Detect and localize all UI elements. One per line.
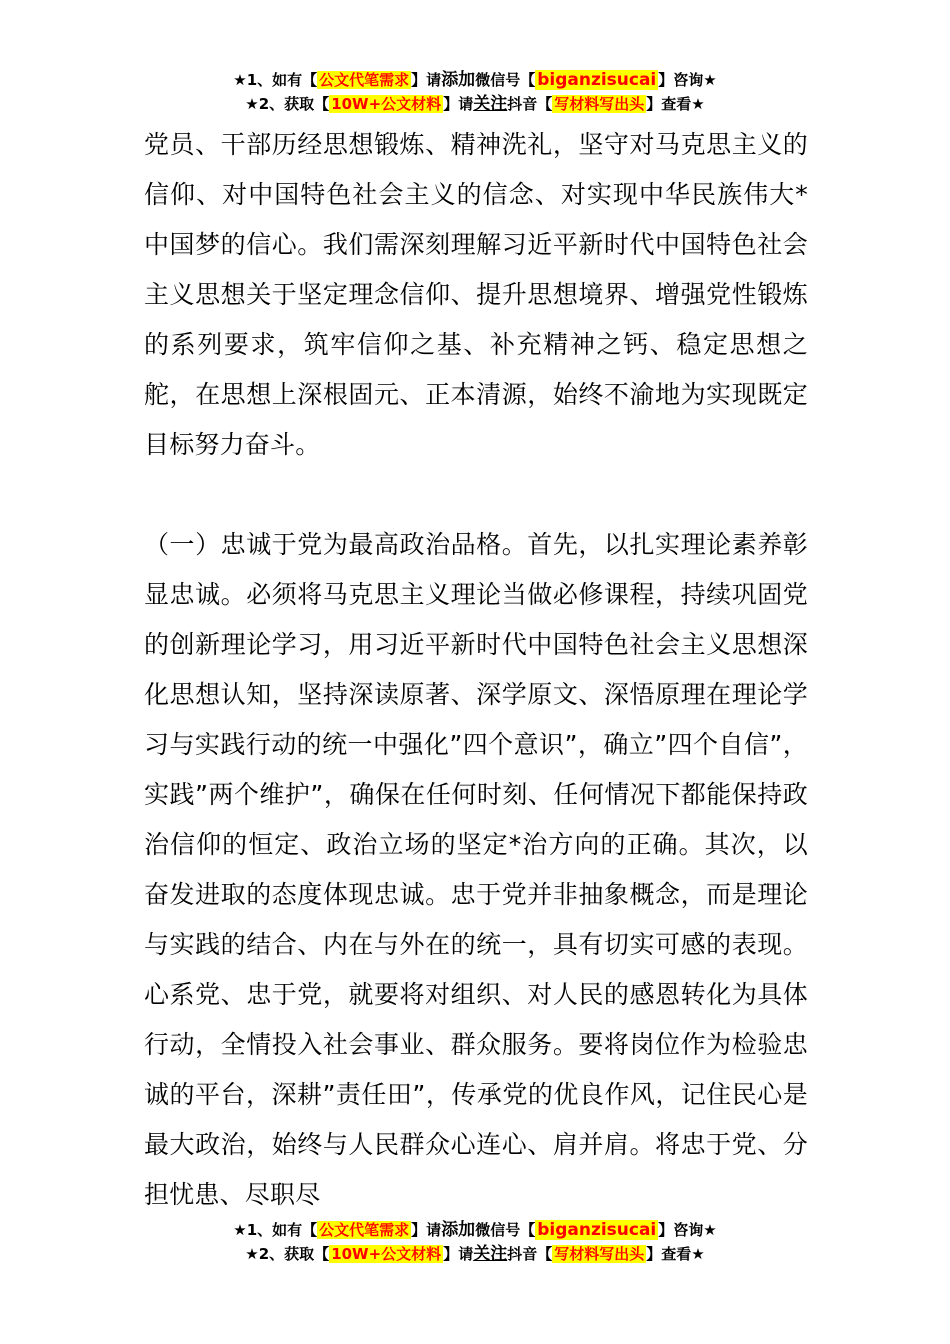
body-paragraph-1: 党员、干部历经思想锻炼、精神洗礼，坚守对马克思主义的信仰、对中国特色社会主义的信念、对实现中华民族伟大*中国梦的信心。我们需深刻理解习近平新时代中国特色社会主义思想关于坚定理念信仰、提升思想境界、增强党性锻炼的系列要求，筑牢信仰之基、补充精神之钙、稳定思想之舵，在思想上深根固元、正本清源，始终不渝地为实现既定目标努力奋斗。 [144, 130, 808, 459]
wechat-id: biganzisucai [537, 70, 657, 90]
banner-line-2: ★2、获取【 10W+公文材料 】请关注抖音【 写材料写出头 】查看★ [245, 94, 705, 114]
highlight-text: 公文代笔需求 [319, 1221, 410, 1239]
banner-line-2: ★2、获取【 10W+公文材料 】请关注抖音【 写材料写出头 】查看★ [245, 1244, 705, 1264]
banner-line-1: ★1、如有【 公文代笔需求 】请添加微信号【 biganzisucai 】咨询★ [233, 70, 717, 90]
header-banner [0, 68, 950, 116]
body-paragraph-2: （一）忠诚于党为最高政治品格。首先，以扎实理论素养彰显忠诚。必须将马克思主义理论当做必修课程，持续巩固党的创新理论学习，用习近平新时代中国特色社会主义思想深化思想认知，坚持深读原著、深学原文、深悟原理在理论学习与实践行动的统一中强化”四个意识”，确立”四个自信”，实践”两个维护”，确保在任何时刻、任何情况下都能保持政治信仰的恒定、政治立场的坚定*治方向的正确。其次，以奋发进取的态度体现忠诚。忠于党并非抽象概念，而是理论与实践的结合、内在与外在的统一，具有切实可感的表现。心系党、忠于党，就要将对组织、对人民的感恩转化为具体行动，全情投入社会事业、群众服务。要将岗位作为检验忠诚的平台，深耕”责任田”，传承党的优良作风，记住民心是最大政治，始终与人民群众心连心、肩并肩。将忠于党、分担忧患、尽职尽 [144, 530, 808, 1209]
highlight-text: 10W+公文材料 [331, 1245, 442, 1263]
footer-banner [0, 1218, 950, 1266]
highlight-text: 10W+公文材料 [331, 95, 442, 113]
banner-line-1: ★1、如有【 公文代笔需求 】请添加微信号【 biganzisucai 】咨询★ [233, 1220, 717, 1240]
douyin-account: 写材料写出头 [554, 95, 645, 113]
douyin-account: 写材料写出头 [554, 1245, 645, 1263]
highlight-text: 公文代笔需求 [319, 71, 410, 89]
wechat-id: biganzisucai [537, 1220, 657, 1240]
